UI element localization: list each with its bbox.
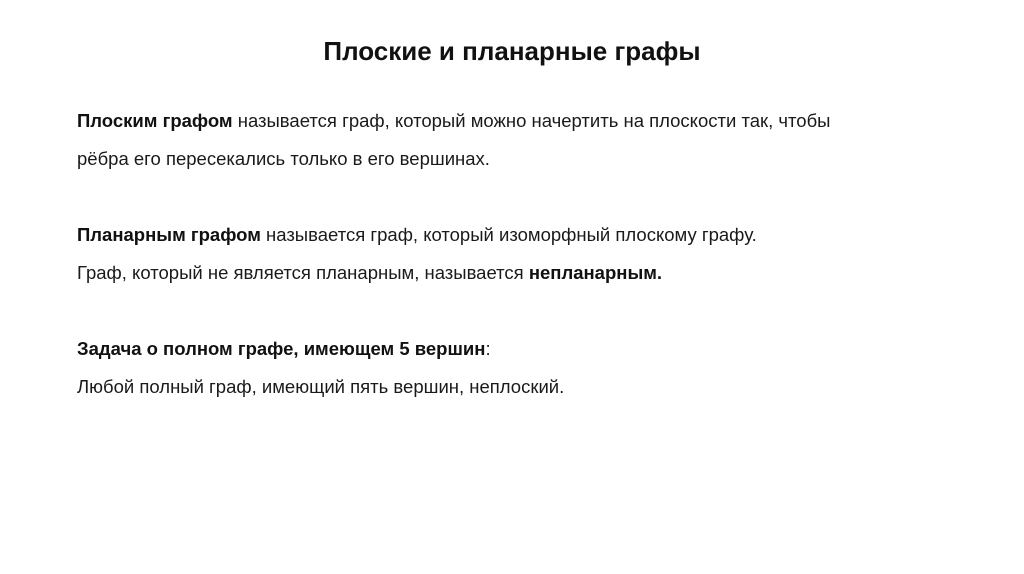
term-nonplanar: непланарным. xyxy=(528,262,663,283)
definition-plane-graph-text: называется граф, который можно начертить на плоскости так, чтобы xyxy=(232,110,831,131)
task-statement: Любой полный граф, имеющий пять вершин, неплоский. xyxy=(77,376,565,397)
definition-plane-graph-line-1 xyxy=(77,102,977,140)
task-heading-colon: : xyxy=(485,338,491,359)
definition-nonplanar-graph-line xyxy=(77,254,977,292)
term-planar-graph: Планарным графом xyxy=(77,224,261,245)
slide-title: Плоские и планарные графы xyxy=(323,36,701,66)
paragraph-spacer xyxy=(77,292,977,330)
paragraph-spacer xyxy=(77,178,977,216)
slide-body xyxy=(77,102,977,406)
definition-nonplanar-graph-text: Граф, который не является планарным, называется xyxy=(77,262,529,283)
definition-planar-graph-text: называется граф, который изоморфный плоскому графу. xyxy=(260,224,757,245)
definition-plane-graph-line-2: рёбра его пересекались только в его вершинах. xyxy=(77,148,490,169)
task-heading-line xyxy=(77,330,977,368)
term-plane-graph: Плоским графом xyxy=(77,110,233,131)
definition-planar-graph-line-1 xyxy=(77,216,977,254)
task-heading: Задача о полном графе, имеющем 5 вершин xyxy=(77,338,486,359)
